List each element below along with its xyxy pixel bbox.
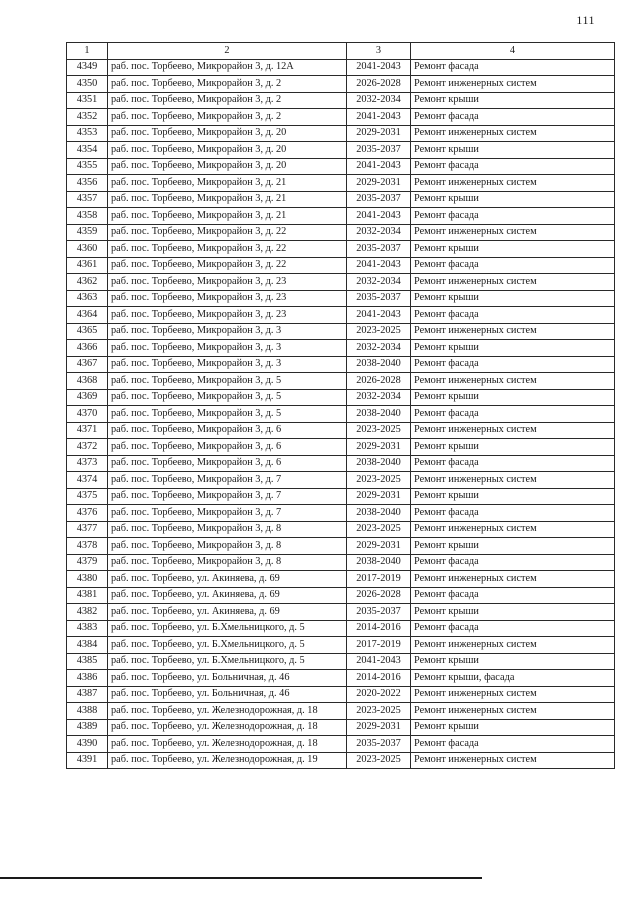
work-type-cell: Ремонт фасада [411, 208, 615, 225]
row-number-cell: 4374 [67, 472, 108, 489]
table-row [67, 554, 615, 571]
work-type-cell: Ремонт крыши [411, 191, 615, 208]
work-type-cell: Ремонт крыши [411, 439, 615, 456]
row-number-cell: 4368 [67, 373, 108, 390]
address-cell: раб. пос. Торбеево, Микрорайон 3, д. 3 [108, 356, 347, 373]
period-cell: 2023-2025 [347, 422, 411, 439]
row-number-cell: 4391 [67, 752, 108, 769]
table-row [67, 59, 615, 76]
work-type-cell: Ремонт крыши [411, 538, 615, 555]
work-type-cell: Ремонт инженерных систем [411, 472, 615, 489]
table-row [67, 109, 615, 126]
work-type-cell: Ремонт инженерных систем [411, 224, 615, 241]
work-type-cell: Ремонт фасада [411, 455, 615, 472]
address-cell: раб. пос. Торбеево, Микрорайон 3, д. 5 [108, 406, 347, 423]
period-cell: 2023-2025 [347, 752, 411, 769]
table-row [67, 637, 615, 654]
table-row [67, 142, 615, 159]
address-cell: раб. пос. Торбеево, Микрорайон 3, д. 8 [108, 538, 347, 555]
work-type-cell: Ремонт фасада [411, 587, 615, 604]
address-cell: раб. пос. Торбеево, Микрорайон 3, д. 7 [108, 488, 347, 505]
table-row [67, 472, 615, 489]
address-cell: раб. пос. Торбеево, ул. Акиняева, д. 69 [108, 604, 347, 621]
work-type-cell: Ремонт крыши [411, 488, 615, 505]
row-number-cell: 4351 [67, 92, 108, 109]
period-cell: 2035-2037 [347, 736, 411, 753]
address-cell: раб. пос. Торбеево, Микрорайон 3, д. 6 [108, 422, 347, 439]
table-row [67, 521, 615, 538]
address-cell: раб. пос. Торбеево, Микрорайон 3, д. 22 [108, 224, 347, 241]
address-cell: раб. пос. Торбеево, Микрорайон 3, д. 2 [108, 92, 347, 109]
table-row [67, 191, 615, 208]
table-row [67, 274, 615, 291]
work-type-cell: Ремонт инженерных систем [411, 752, 615, 769]
work-type-cell: Ремонт крыши [411, 290, 615, 307]
table-row [67, 92, 615, 109]
address-cell: раб. пос. Торбеево, Микрорайон 3, д. 7 [108, 472, 347, 489]
table-row [67, 356, 615, 373]
table-row [67, 653, 615, 670]
address-cell: раб. пос. Торбеево, Микрорайон 3, д. 21 [108, 191, 347, 208]
period-cell: 2041-2043 [347, 307, 411, 324]
address-cell: раб. пос. Торбеево, Микрорайон 3, д. 3 [108, 323, 347, 340]
period-cell: 2032-2034 [347, 92, 411, 109]
period-cell: 2038-2040 [347, 554, 411, 571]
address-cell: раб. пос. Торбеево, ул. Больничная, д. 46 [108, 670, 347, 687]
address-cell: раб. пос. Торбеево, Микрорайон 3, д. 8 [108, 521, 347, 538]
period-cell: 2038-2040 [347, 505, 411, 522]
period-cell: 2029-2031 [347, 439, 411, 456]
period-cell: 2035-2037 [347, 241, 411, 258]
row-number-cell: 4377 [67, 521, 108, 538]
address-cell: раб. пос. Торбеево, Микрорайон 3, д. 22 [108, 241, 347, 258]
work-type-cell: Ремонт крыши [411, 92, 615, 109]
address-cell: раб. пос. Торбеево, Микрорайон 3, д. 5 [108, 373, 347, 390]
period-cell: 2041-2043 [347, 158, 411, 175]
repair-schedule-table [66, 42, 615, 769]
table-row [67, 752, 615, 769]
address-cell: раб. пос. Торбеево, ул. Б.Хмельницкого, д. 5 [108, 653, 347, 670]
work-type-cell: Ремонт инженерных систем [411, 571, 615, 588]
period-cell: 2041-2043 [347, 653, 411, 670]
table-row [67, 290, 615, 307]
period-cell: 2029-2031 [347, 488, 411, 505]
address-cell: раб. пос. Торбеево, ул. Б.Хмельницкого, д. 5 [108, 620, 347, 637]
address-cell: раб. пос. Торбеево, Микрорайон 3, д. 5 [108, 389, 347, 406]
address-cell: раб. пос. Торбеево, Микрорайон 3, д. 22 [108, 257, 347, 274]
table-row [67, 736, 615, 753]
period-cell: 2023-2025 [347, 521, 411, 538]
table-row [67, 719, 615, 736]
work-type-cell: Ремонт крыши [411, 604, 615, 621]
row-number-cell: 4366 [67, 340, 108, 357]
address-cell: раб. пос. Торбеево, ул. Акиняева, д. 69 [108, 587, 347, 604]
table-row [67, 703, 615, 720]
row-number-cell: 4372 [67, 439, 108, 456]
address-cell: раб. пос. Торбеево, Микрорайон 3, д. 6 [108, 439, 347, 456]
row-number-cell: 4360 [67, 241, 108, 258]
row-number-cell: 4387 [67, 686, 108, 703]
table-row [67, 373, 615, 390]
work-type-cell: Ремонт инженерных систем [411, 373, 615, 390]
address-cell: раб. пос. Торбеево, Микрорайон 3, д. 3 [108, 340, 347, 357]
row-number-cell: 4349 [67, 59, 108, 76]
period-cell: 2038-2040 [347, 406, 411, 423]
row-number-cell: 4390 [67, 736, 108, 753]
work-type-cell: Ремонт инженерных систем [411, 637, 615, 654]
period-cell: 2023-2025 [347, 323, 411, 340]
row-number-cell: 4365 [67, 323, 108, 340]
work-type-cell: Ремонт фасада [411, 406, 615, 423]
work-type-cell: Ремонт фасада [411, 620, 615, 637]
address-cell: раб. пос. Торбеево, Микрорайон 3, д. 7 [108, 505, 347, 522]
period-cell: 2014-2016 [347, 620, 411, 637]
work-type-cell: Ремонт крыши, фасада [411, 670, 615, 687]
period-cell: 2023-2025 [347, 703, 411, 720]
table-row [67, 241, 615, 258]
address-cell: раб. пос. Торбеево, Микрорайон 3, д. 8 [108, 554, 347, 571]
address-cell: раб. пос. Торбеево, Микрорайон 3, д. 2 [108, 76, 347, 93]
row-number-cell: 4354 [67, 142, 108, 159]
work-type-cell: Ремонт фасада [411, 307, 615, 324]
period-cell: 2041-2043 [347, 59, 411, 76]
period-cell: 2032-2034 [347, 389, 411, 406]
row-number-cell: 4364 [67, 307, 108, 324]
table-body [67, 59, 615, 769]
table-header-row [67, 43, 615, 60]
column-header-4: 4 [411, 43, 615, 60]
work-type-cell: Ремонт фасада [411, 356, 615, 373]
address-cell: раб. пос. Торбеево, ул. Акиняева, д. 69 [108, 571, 347, 588]
column-header-3: 3 [347, 43, 411, 60]
table-row [67, 587, 615, 604]
table-row [67, 323, 615, 340]
table-row [67, 488, 615, 505]
row-number-cell: 4378 [67, 538, 108, 555]
table-row [67, 505, 615, 522]
table-row [67, 422, 615, 439]
period-cell: 2032-2034 [347, 224, 411, 241]
work-type-cell: Ремонт крыши [411, 142, 615, 159]
row-number-cell: 4381 [67, 587, 108, 604]
row-number-cell: 4383 [67, 620, 108, 637]
period-cell: 2041-2043 [347, 109, 411, 126]
work-type-cell: Ремонт инженерных систем [411, 125, 615, 142]
table-row [67, 670, 615, 687]
period-cell: 2032-2034 [347, 274, 411, 291]
row-number-cell: 4388 [67, 703, 108, 720]
address-cell: раб. пос. Торбеево, Микрорайон 3, д. 21 [108, 175, 347, 192]
work-type-cell: Ремонт инженерных систем [411, 76, 615, 93]
work-type-cell: Ремонт крыши [411, 389, 615, 406]
work-type-cell: Ремонт инженерных систем [411, 521, 615, 538]
period-cell: 2017-2019 [347, 637, 411, 654]
row-number-cell: 4363 [67, 290, 108, 307]
address-cell: раб. пос. Торбеево, Микрорайон 3, д. 6 [108, 455, 347, 472]
work-type-cell: Ремонт фасада [411, 505, 615, 522]
table-row [67, 257, 615, 274]
row-number-cell: 4376 [67, 505, 108, 522]
address-cell: раб. пос. Торбеево, ул. Железнодорожная, д. 18 [108, 719, 347, 736]
work-type-cell: Ремонт фасада [411, 257, 615, 274]
table-row [67, 604, 615, 621]
period-cell: 2035-2037 [347, 290, 411, 307]
table-row [67, 439, 615, 456]
row-number-cell: 4367 [67, 356, 108, 373]
work-type-cell: Ремонт фасада [411, 59, 615, 76]
period-cell: 2029-2031 [347, 538, 411, 555]
table-row [67, 158, 615, 175]
row-number-cell: 4389 [67, 719, 108, 736]
row-number-cell: 4370 [67, 406, 108, 423]
address-cell: раб. пос. Торбеево, Микрорайон 3, д. 23 [108, 290, 347, 307]
period-cell: 2041-2043 [347, 257, 411, 274]
table-row [67, 686, 615, 703]
period-cell: 2029-2031 [347, 175, 411, 192]
table-row [67, 406, 615, 423]
table-row [67, 175, 615, 192]
table-row [67, 307, 615, 324]
work-type-cell: Ремонт инженерных систем [411, 274, 615, 291]
period-cell: 2035-2037 [347, 604, 411, 621]
work-type-cell: Ремонт крыши [411, 653, 615, 670]
page-number: 111 [576, 13, 595, 27]
row-number-cell: 4384 [67, 637, 108, 654]
period-cell: 2041-2043 [347, 208, 411, 225]
row-number-cell: 4358 [67, 208, 108, 225]
address-cell: раб. пос. Торбеево, Микрорайон 3, д. 12А [108, 59, 347, 76]
work-type-cell: Ремонт инженерных систем [411, 323, 615, 340]
address-cell: раб. пос. Торбеево, ул. Железнодорожная, д. 18 [108, 703, 347, 720]
table-row [67, 208, 615, 225]
work-type-cell: Ремонт крыши [411, 241, 615, 258]
period-cell: 2026-2028 [347, 76, 411, 93]
period-cell: 2026-2028 [347, 587, 411, 604]
work-type-cell: Ремонт инженерных систем [411, 175, 615, 192]
table-row [67, 389, 615, 406]
work-type-cell: Ремонт крыши [411, 340, 615, 357]
period-cell: 2014-2016 [347, 670, 411, 687]
address-cell: раб. пос. Торбеево, Микрорайон 3, д. 2 [108, 109, 347, 126]
table-row [67, 455, 615, 472]
row-number-cell: 4385 [67, 653, 108, 670]
table-row [67, 224, 615, 241]
work-type-cell: Ремонт фасада [411, 158, 615, 175]
address-cell: раб. пос. Торбеево, ул. Б.Хмельницкого, д. 5 [108, 637, 347, 654]
work-type-cell: Ремонт инженерных систем [411, 686, 615, 703]
row-number-cell: 4359 [67, 224, 108, 241]
row-number-cell: 4350 [67, 76, 108, 93]
period-cell: 2026-2028 [347, 373, 411, 390]
table-row [67, 538, 615, 555]
column-header-2: 2 [108, 43, 347, 60]
work-type-cell: Ремонт фасада [411, 736, 615, 753]
column-header-1: 1 [67, 43, 108, 60]
table-row [67, 620, 615, 637]
work-type-cell: Ремонт инженерных систем [411, 422, 615, 439]
row-number-cell: 4371 [67, 422, 108, 439]
bottom-rule [0, 877, 482, 879]
row-number-cell: 4353 [67, 125, 108, 142]
row-number-cell: 4375 [67, 488, 108, 505]
row-number-cell: 4373 [67, 455, 108, 472]
row-number-cell: 4355 [67, 158, 108, 175]
period-cell: 2035-2037 [347, 191, 411, 208]
address-cell: раб. пос. Торбеево, Микрорайон 3, д. 23 [108, 274, 347, 291]
period-cell: 2032-2034 [347, 340, 411, 357]
period-cell: 2017-2019 [347, 571, 411, 588]
address-cell: раб. пос. Торбеево, Микрорайон 3, д. 23 [108, 307, 347, 324]
table-row [67, 571, 615, 588]
period-cell: 2029-2031 [347, 125, 411, 142]
work-type-cell: Ремонт инженерных систем [411, 703, 615, 720]
table-row [67, 76, 615, 93]
row-number-cell: 4362 [67, 274, 108, 291]
address-cell: раб. пос. Торбеево, Микрорайон 3, д. 20 [108, 125, 347, 142]
work-type-cell: Ремонт фасада [411, 109, 615, 126]
address-cell: раб. пос. Торбеево, ул. Железнодорожная, д. 19 [108, 752, 347, 769]
address-cell: раб. пос. Торбеево, ул. Железнодорожная, д. 18 [108, 736, 347, 753]
row-number-cell: 4352 [67, 109, 108, 126]
row-number-cell: 4380 [67, 571, 108, 588]
period-cell: 2023-2025 [347, 472, 411, 489]
work-type-cell: Ремонт крыши [411, 719, 615, 736]
period-cell: 2035-2037 [347, 142, 411, 159]
work-type-cell: Ремонт фасада [411, 554, 615, 571]
address-cell: раб. пос. Торбеево, Микрорайон 3, д. 21 [108, 208, 347, 225]
address-cell: раб. пос. Торбеево, Микрорайон 3, д. 20 [108, 142, 347, 159]
period-cell: 2029-2031 [347, 719, 411, 736]
address-cell: раб. пос. Торбеево, ул. Больничная, д. 46 [108, 686, 347, 703]
period-cell: 2038-2040 [347, 356, 411, 373]
address-cell: раб. пос. Торбеево, Микрорайон 3, д. 20 [108, 158, 347, 175]
row-number-cell: 4382 [67, 604, 108, 621]
row-number-cell: 4356 [67, 175, 108, 192]
table-row [67, 125, 615, 142]
row-number-cell: 4386 [67, 670, 108, 687]
row-number-cell: 4379 [67, 554, 108, 571]
table-row [67, 340, 615, 357]
row-number-cell: 4369 [67, 389, 108, 406]
period-cell: 2020-2022 [347, 686, 411, 703]
period-cell: 2038-2040 [347, 455, 411, 472]
row-number-cell: 4361 [67, 257, 108, 274]
row-number-cell: 4357 [67, 191, 108, 208]
